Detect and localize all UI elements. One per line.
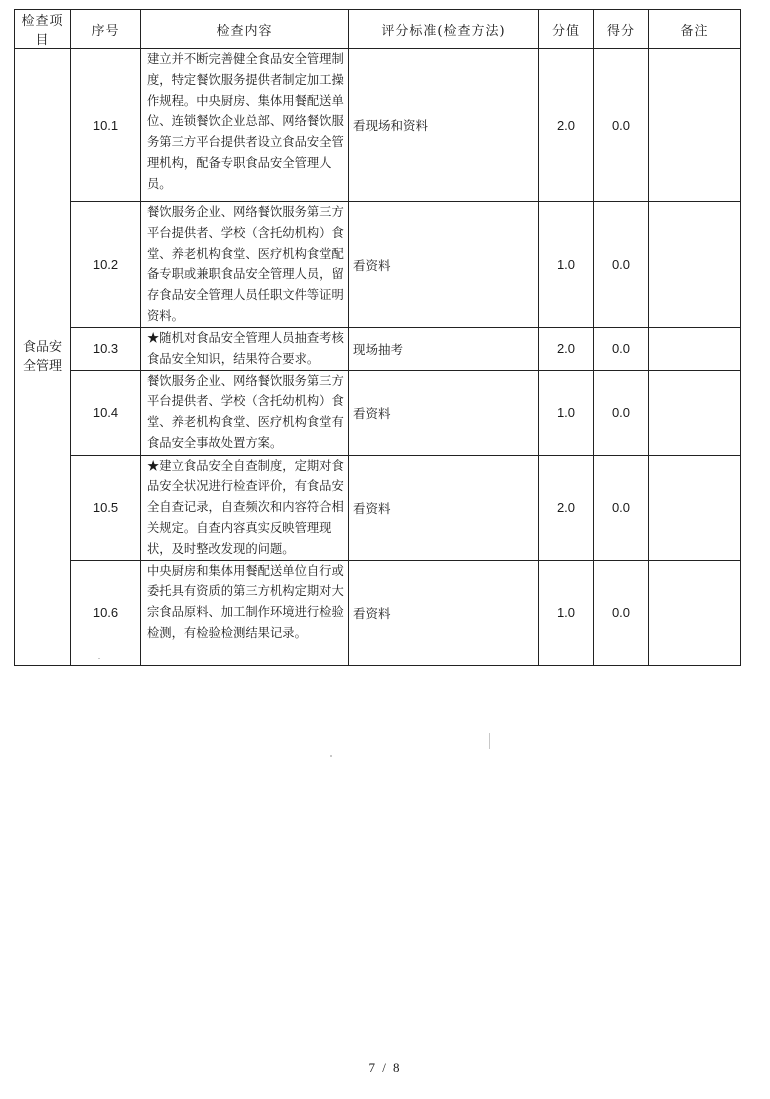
row-got: 0.0	[594, 560, 649, 665]
page-number: 7 / 8	[368, 1060, 402, 1075]
row-note	[649, 560, 741, 665]
table-header-row	[15, 10, 741, 49]
row-score: 1.0	[539, 202, 594, 328]
row-score: 2.0	[539, 455, 594, 560]
row-note	[649, 202, 741, 328]
row-content: 餐饮服务企业、网络餐饮服务第三方平台提供者、学校（含托幼机构）食堂、养老机构食堂、医疗机构食堂配备专职或兼职食品安全管理人员，留存食品安全管理人员任职文件等证明资料。	[141, 202, 349, 328]
row-content: 建立并不断完善健全食品安全管理制度，特定餐饮服务提供者制定加工操作规程。中央厨房、集体用餐配送单位、连锁餐饮企业总部、网络餐饮服务第三方平台提供者设立食品安全管理机构，配备专职食品安全管理人员。	[141, 49, 349, 202]
row-got: 0.0	[594, 202, 649, 328]
row-got: 0.0	[594, 328, 649, 371]
row-content: ★随机对食品安全管理人员抽查考核食品安全知识，结果符合要求。	[141, 328, 349, 371]
row-number: 10.6	[71, 560, 141, 665]
row-content: 餐饮服务企业、网络餐饮服务第三方平台提供者、学校（含托幼机构）食堂、养老机构食堂、医疗机构食堂有食品安全事故处置方案。	[141, 370, 349, 455]
table-row	[15, 560, 741, 665]
inspection-table	[14, 9, 741, 666]
row-method: 看资料	[349, 455, 539, 560]
row-note	[649, 455, 741, 560]
table-row	[15, 328, 741, 371]
header-scoring-standard: 评分标准(检查方法)	[349, 10, 539, 49]
header-inspection-item: 检查项目	[15, 10, 71, 49]
header-score-value: 分值	[539, 10, 594, 49]
header-score-obtained: 得分	[594, 10, 649, 49]
table-row	[15, 49, 741, 202]
table-row	[15, 202, 741, 328]
row-got: 0.0	[594, 455, 649, 560]
row-note	[649, 370, 741, 455]
category-cell: 食品安全管理	[15, 49, 71, 666]
row-method: 看资料	[349, 560, 539, 665]
row-number: 10.1	[71, 49, 141, 202]
row-method: 现场抽考	[349, 328, 539, 371]
row-number: 10.2	[71, 202, 141, 328]
row-number: 10.4	[71, 370, 141, 455]
row-note	[649, 49, 741, 202]
header-remarks: 备注	[649, 10, 741, 49]
table-row	[15, 455, 741, 560]
row-score: 2.0	[539, 49, 594, 202]
row-note	[649, 328, 741, 371]
row-content: 中央厨房和集体用餐配送单位自行或委托具有资质的第三方机构定期对大宗食品原料、加工制作环境进行检验检测，有检验检测结果记录。	[141, 560, 349, 665]
row-score: 1.0	[539, 370, 594, 455]
row-got: 0.0	[594, 370, 649, 455]
table-row	[15, 370, 741, 455]
row-got: 0.0	[594, 49, 649, 202]
row-score: 1.0	[539, 560, 594, 665]
row-number: 10.5	[71, 455, 141, 560]
row-method: 看资料	[349, 202, 539, 328]
header-serial-number: 序号	[71, 10, 141, 49]
row-method: 看现场和资料	[349, 49, 539, 202]
row-number: 10.3	[71, 328, 141, 371]
row-score: 2.0	[539, 328, 594, 371]
row-method: 看资料	[349, 370, 539, 455]
header-inspection-content: 检查内容	[141, 10, 349, 49]
row-content: ★建立食品安全自查制度，定期对食品安全状况进行检查评价，有食品安全自查记录，自查频次和内容符合相关规定。自查内容真实反映管理现状，及时整改发现的问题。	[141, 455, 349, 560]
